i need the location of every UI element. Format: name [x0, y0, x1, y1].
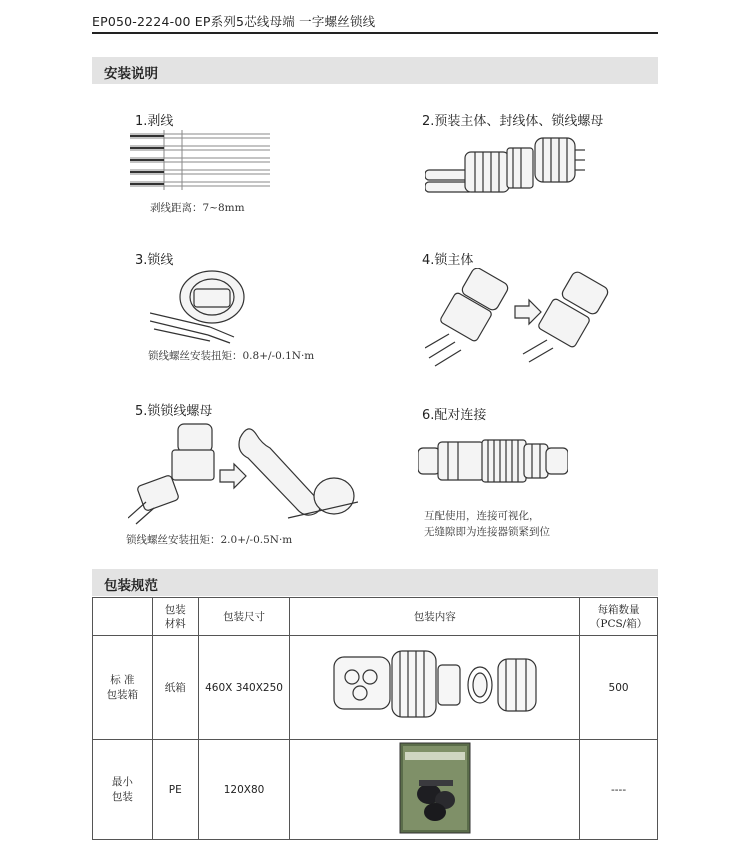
document-header: EP050-2224-00 EP系列5芯线母端 一字螺丝锁线: [92, 14, 376, 29]
step-2-label: 2.预装主体、封线体、锁线螺母: [422, 114, 604, 129]
step-4-label: 4.锁主体: [422, 253, 474, 268]
row-minimum-name: 最小 包装: [93, 740, 153, 840]
packing-table: [92, 597, 658, 840]
row-standard-name: 标 准 包装箱: [93, 636, 153, 740]
packing-section-bar: [92, 569, 658, 596]
header-qty: 每箱数量 （PCS/箱）: [580, 598, 658, 636]
lock-wire-illustration: [150, 265, 250, 345]
step-1-note: 剥线距离：7~8mm: [150, 202, 245, 214]
step-6-label: 6.配对连接: [422, 408, 487, 423]
row-minimum-material: PE: [152, 740, 198, 840]
strip-wire-illustration: [130, 128, 270, 194]
step-5-label: 5.锁锁线螺母: [135, 404, 213, 419]
install-section-bar: [92, 57, 658, 84]
preassemble-illustration: [425, 130, 585, 200]
row-minimum-size: 120X80: [198, 740, 290, 840]
packing-section-title: 包装规范: [104, 578, 158, 594]
step-5-note: 锁线螺丝安装扭矩：2.0+/-0.5N·m: [126, 534, 293, 546]
header-size: 包装尺寸: [198, 598, 290, 636]
header-name-cell: [93, 598, 153, 636]
row-standard-qty: 500: [580, 636, 658, 740]
row-minimum-qty: ----: [580, 740, 658, 840]
row-minimum-content: [290, 740, 580, 840]
header-material: 包装 材料: [152, 598, 198, 636]
lock-nut-illustration: [128, 418, 358, 526]
step-1-label: 1.剥线: [135, 114, 174, 129]
row-standard-size: 460X 340X250: [198, 636, 290, 740]
table-header-row: [93, 598, 658, 636]
step-6-note: [424, 508, 550, 540]
table-row: [93, 636, 658, 740]
install-section-title: 安装说明: [104, 66, 158, 82]
step-6-note-line-1: 互配使用，连接可视化，: [424, 510, 540, 522]
row-standard-content: [290, 636, 580, 740]
step-6-note-line-2: 无缝隙即为连接器锁紧到位: [424, 526, 550, 538]
row-standard-material: 纸箱: [152, 636, 198, 740]
pe-bag-image: [399, 742, 471, 834]
mating-illustration: [418, 436, 568, 486]
step-3-note: 锁线螺丝安装扭矩：0.8+/-0.1N·m: [148, 350, 315, 362]
header-content: 包装内容: [290, 598, 580, 636]
lock-body-illustration: [425, 268, 610, 368]
connector-parts-image: [330, 647, 540, 725]
step-3-label: 3.锁线: [135, 253, 174, 268]
table-row: [93, 740, 658, 840]
header-divider: [92, 32, 658, 34]
